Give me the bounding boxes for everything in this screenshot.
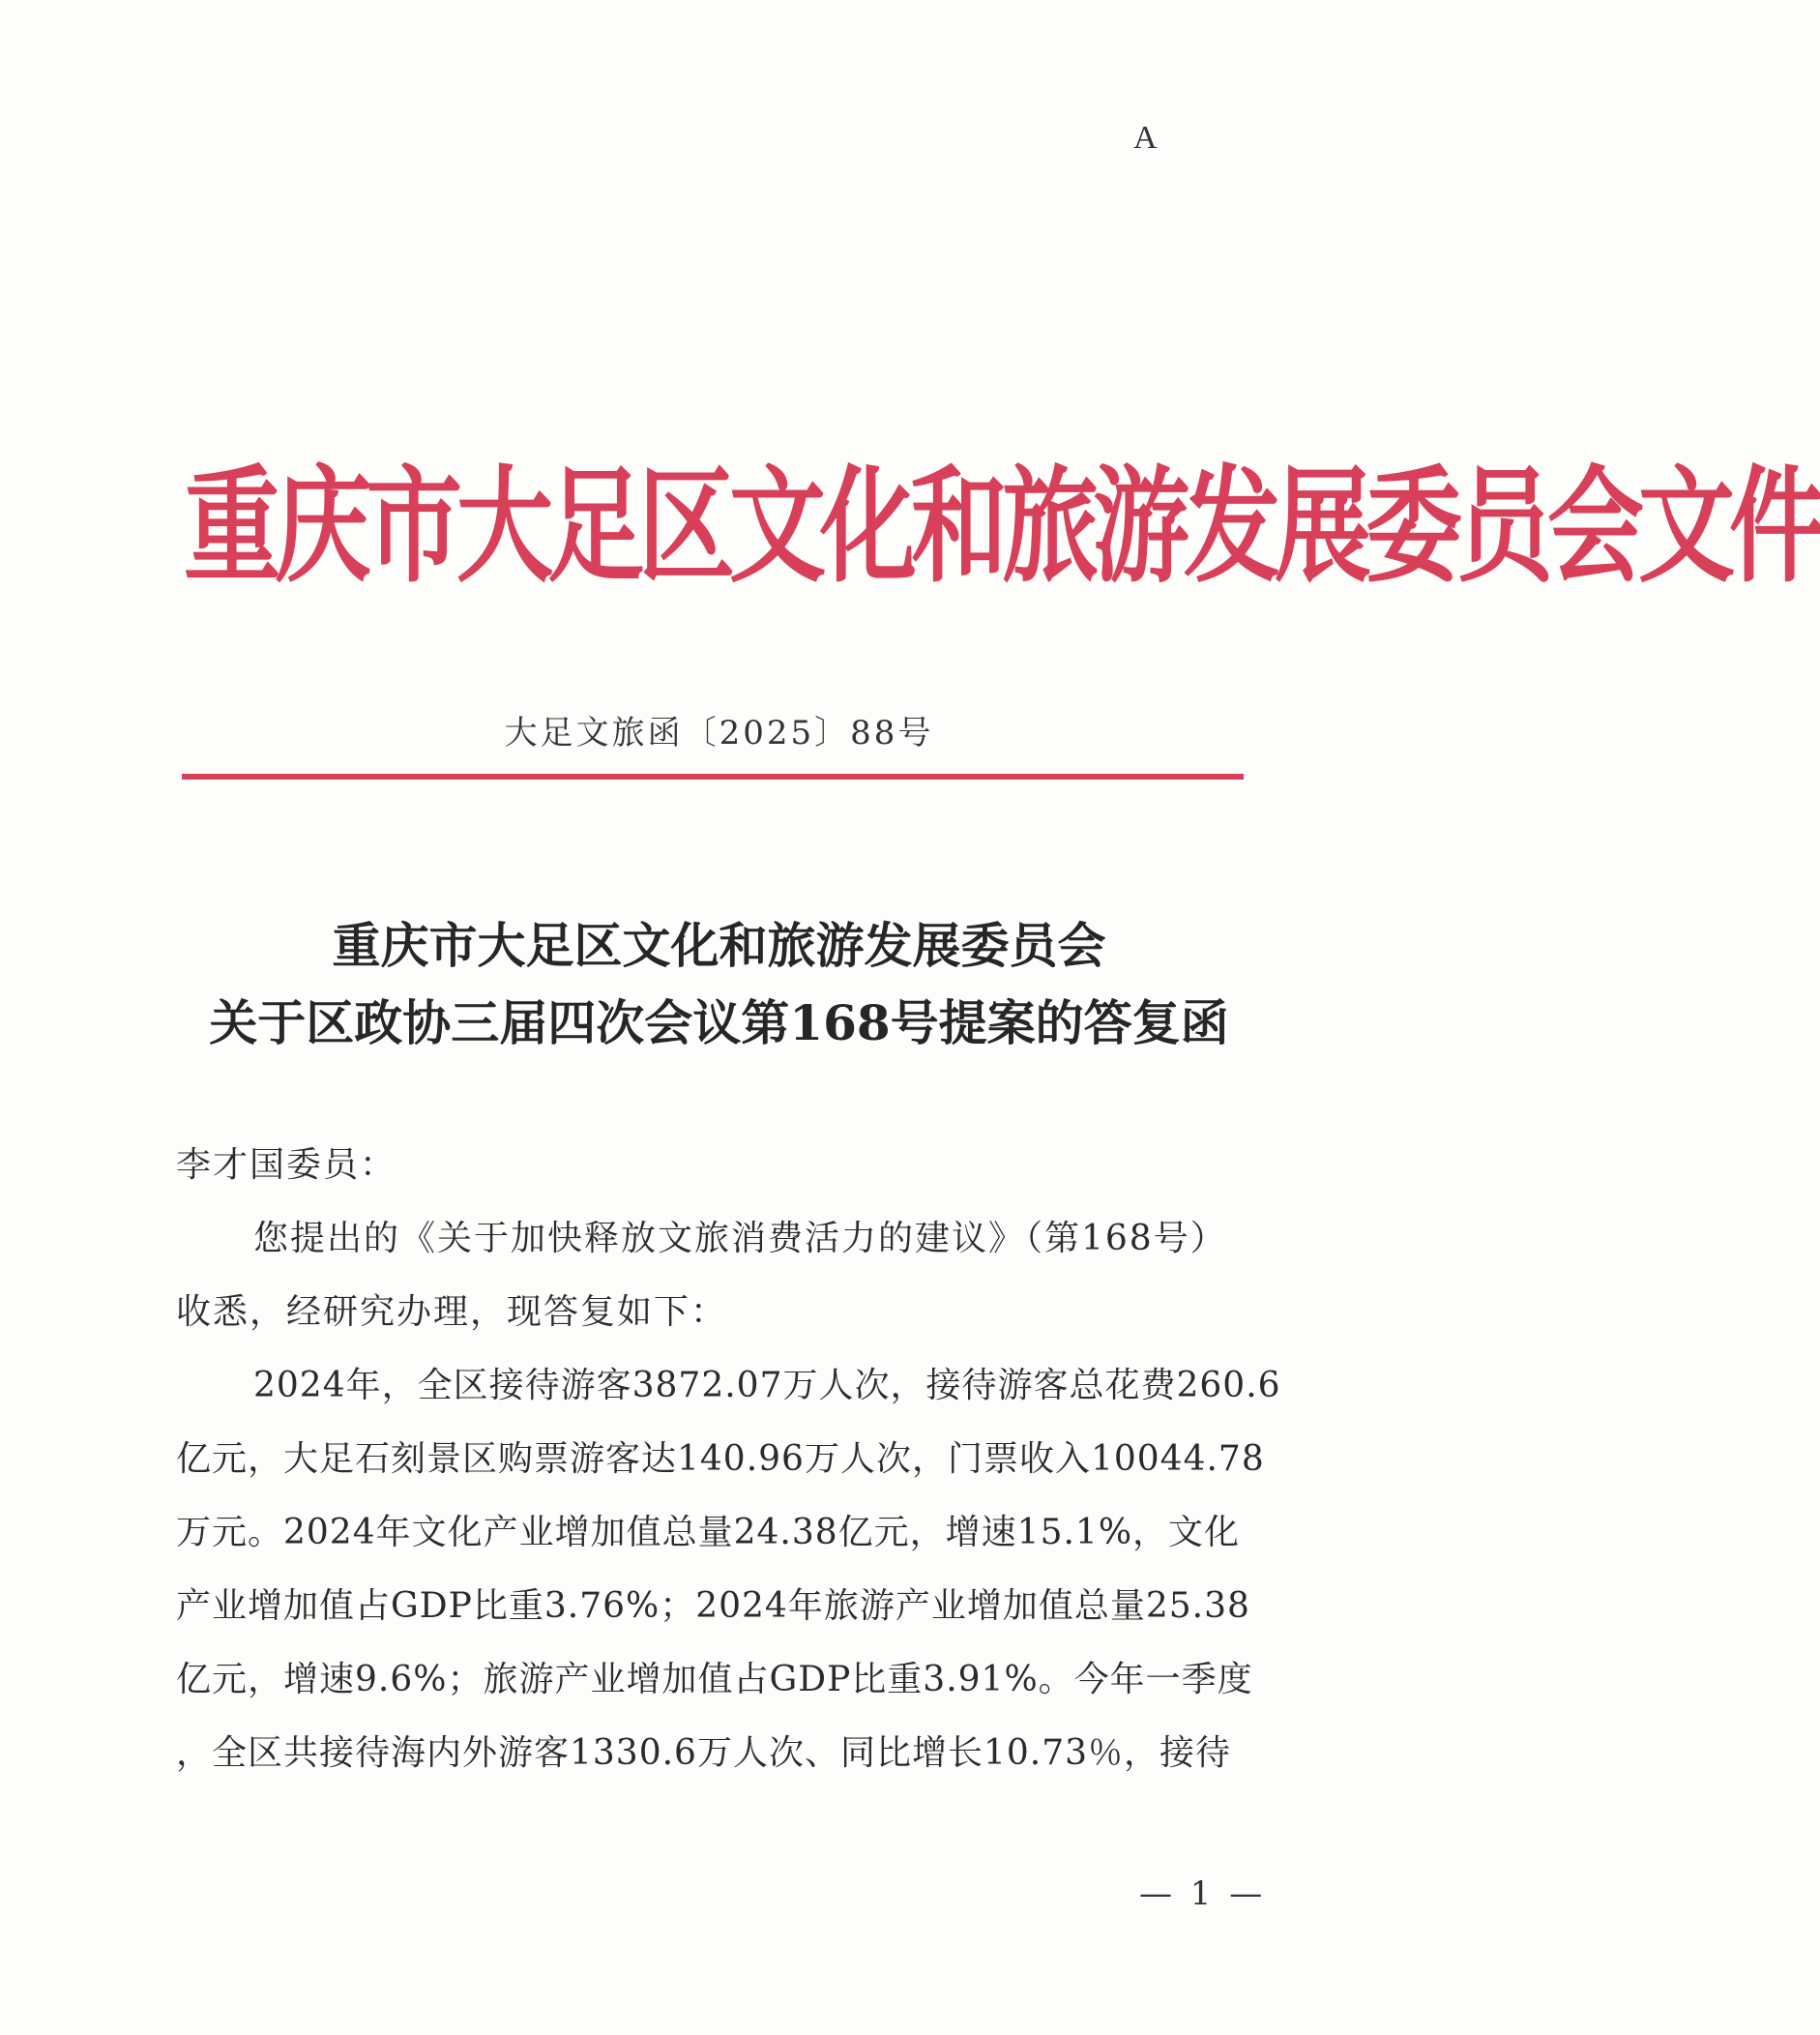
body-line-3: 万元。2024年文化产业增加值总量24.38亿元，增速15.1%，文化 bbox=[176, 1513, 1241, 1552]
salutation: 李才国委员： bbox=[176, 1145, 397, 1185]
document-number: 大足文旅函〔2025〕88号 bbox=[504, 714, 934, 752]
red-divider-line bbox=[182, 774, 1244, 780]
grade-mark: A bbox=[1133, 120, 1158, 156]
intro-line-1: 您提出的《关于加快释放文旅消费活力的建议》（第168号） bbox=[253, 1219, 1227, 1258]
body-line-1: 2024年，全区接待游客3872.07万人次，接待游客总花费260.6 bbox=[253, 1366, 1281, 1405]
body-line-5: 亿元，增速9.6%；旅游产业增加值占GDP比重3.91%。今年一季度 bbox=[176, 1660, 1253, 1699]
title-line-2: 关于区政协三届四次会议第168号提案的答复函 bbox=[209, 994, 1229, 1051]
title-line-1: 重庆市大足区文化和旅游发展委员会 bbox=[332, 917, 1106, 974]
masthead-title: 重庆市大足区文化和旅游发展委员会文件 bbox=[184, 453, 1820, 601]
body-line-2: 亿元，大足石刻景区购票游客达140.96万人次，门票收入10044.78 bbox=[176, 1439, 1265, 1479]
body-line-4: 产业增加值占GDP比重3.76%；2024年旅游产业增加值总量25.38 bbox=[176, 1586, 1250, 1626]
intro-line-2: 收悉，经研究办理，现答复如下： bbox=[176, 1292, 728, 1332]
page-number: — 1 — bbox=[1139, 1874, 1267, 1913]
body-line-6: ，全区共接待海内外游客1330.6万人次、同比增长10.73％，接待 bbox=[176, 1733, 1232, 1773]
